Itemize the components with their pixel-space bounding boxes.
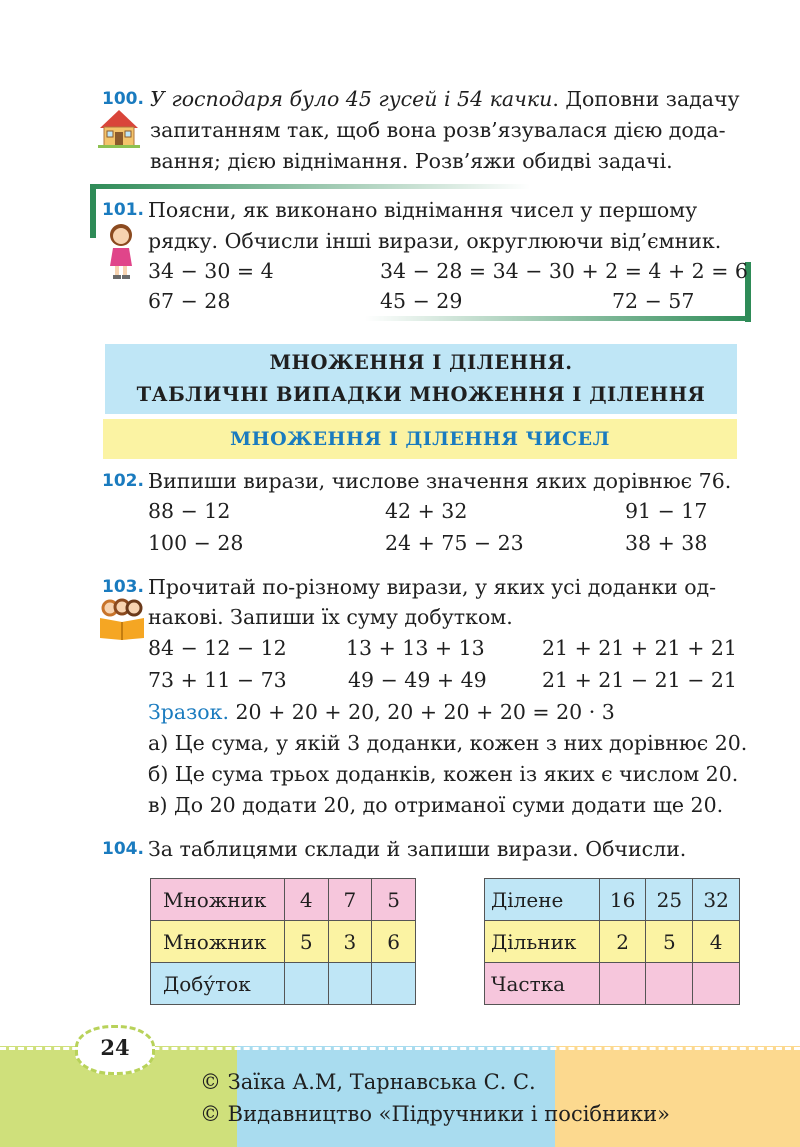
table-row — [151, 963, 416, 1005]
table-cell: 6 — [372, 921, 416, 963]
table-cell: 32 — [693, 879, 740, 921]
footer-yellow-band — [555, 1046, 800, 1147]
table-row — [151, 879, 416, 921]
exercise-number: 102. — [102, 471, 144, 491]
exercise-text: Випиши вирази, числове значення яких дорівнює 76. — [148, 469, 732, 493]
expression: 88 − 12 — [148, 499, 231, 523]
row-label: Множник — [151, 879, 285, 921]
exercise-text: У господаря було 45 гусей і 54 качки. Доповни задачу — [150, 87, 740, 111]
row-label: Множник — [151, 921, 285, 963]
exercise-text: Поясни, як виконано віднімання чисел у першому — [148, 198, 698, 222]
table-cell: 4 — [284, 879, 328, 921]
expression: 91 − 17 — [625, 499, 708, 523]
table-row — [485, 963, 740, 1005]
answer-option: в) До 20 додати 20, до отриманої суми додати ще 20. — [148, 793, 724, 817]
frame-top-bar — [90, 184, 530, 189]
table-cell: 25 — [646, 879, 693, 921]
table-cell: 5 — [646, 921, 693, 963]
table-cell-empty — [284, 963, 328, 1005]
expression: 21 + 21 − 21 − 21 — [542, 668, 737, 692]
expression: 21 + 21 + 21 + 21 — [542, 636, 737, 660]
multiplication-table — [150, 878, 416, 1005]
expression: 73 + 11 − 73 — [148, 668, 287, 692]
frame-bottom-bar — [365, 316, 751, 321]
expression: 45 − 29 — [380, 289, 463, 313]
table-row — [485, 879, 740, 921]
answer-option: а) Це сума, у якій 3 доданки, кожен з них дорівнює 20. — [148, 731, 748, 755]
sample-line — [148, 697, 615, 727]
expression: 34 − 28 = 34 − 30 + 2 = 4 + 2 = 6 — [380, 259, 748, 283]
section-title-line2: ТАБЛИЧНІ ВИПАДКИ МНОЖЕННЯ І ДІЛЕННЯ — [136, 383, 706, 406]
table-cell: 16 — [599, 879, 646, 921]
division-table — [484, 878, 740, 1005]
exercise-text: Прочитай по-різному вирази, у яких усі доданки од- — [148, 575, 717, 599]
section-subtitle: МНОЖЕННЯ І ДІЛЕННЯ ЧИСЕЛ — [103, 419, 737, 459]
table-cell: 5 — [372, 879, 416, 921]
frame-left-bar — [90, 184, 96, 238]
table-cell-empty — [328, 963, 372, 1005]
table-row — [151, 921, 416, 963]
expression: 38 + 38 — [625, 531, 708, 555]
exercise-number: 103. — [102, 577, 144, 597]
expression: 49 − 49 + 49 — [348, 668, 487, 692]
section-title — [105, 344, 737, 414]
copyright-publisher: © Видавництво «Підручники і посібники» — [200, 1102, 671, 1126]
girl-icon — [104, 222, 138, 280]
exercise-number: 100. — [102, 89, 144, 109]
sample-label: Зразок. — [148, 700, 229, 724]
exercise-number: 104. — [102, 839, 144, 859]
sample-text: 20 + 20 + 20, 20 + 20 + 20 = 20 · 3 — [235, 700, 615, 724]
table-cell-empty — [372, 963, 416, 1005]
exercise-text: рядку. Обчисли інші вирази, округлюючи від’ємник. — [148, 229, 722, 253]
expression: 24 + 75 − 23 — [385, 531, 524, 555]
expression: 72 − 57 — [612, 289, 695, 313]
table-cell: 3 — [328, 921, 372, 963]
answer-option: б) Це сума трьох доданків, кожен із яких є числом 20. — [148, 762, 739, 786]
table-cell-empty — [693, 963, 740, 1005]
expression: 13 + 13 + 13 — [346, 636, 485, 660]
expression: 34 − 30 = 4 — [148, 259, 274, 283]
row-label: Ділене — [485, 879, 600, 921]
page-number: 24 — [100, 1035, 130, 1060]
table-cell: 2 — [599, 921, 646, 963]
expression: 67 − 28 — [148, 289, 231, 313]
row-label: Дільник — [485, 921, 600, 963]
exercise-text: вання; дією віднімання. Розв’яжи обидві задачі. — [150, 149, 673, 173]
expression: 100 − 28 — [148, 531, 244, 555]
exercise-condition: У господаря було 45 гусей і 54 качки — [150, 87, 553, 111]
children-reading-icon — [98, 598, 146, 640]
house-icon — [98, 108, 140, 148]
table-cell-empty — [599, 963, 646, 1005]
copyright-authors: © Заїка А.М, Тарнавська С. С. — [200, 1070, 536, 1094]
table-cell: 5 — [284, 921, 328, 963]
section-title-line1: МНОЖЕННЯ І ДІЛЕННЯ. — [269, 351, 573, 374]
table-cell: 7 — [328, 879, 372, 921]
expression: 84 − 12 − 12 — [148, 636, 287, 660]
table-cell-empty — [646, 963, 693, 1005]
exercise-text: накові. Запиши їх суму добутком. — [148, 605, 513, 629]
expression: 42 + 32 — [385, 499, 468, 523]
exercise-text: запитанням так, щоб вона розв’язувалася дією додa- — [150, 118, 726, 142]
table-cell: 4 — [693, 921, 740, 963]
exercise-text: За таблицями склади й запиши вирази. Обчисли. — [148, 837, 687, 861]
row-label: Частка — [485, 963, 600, 1005]
table-row — [485, 921, 740, 963]
exercise-number: 101. — [102, 200, 144, 220]
row-label: Добу́ток — [151, 963, 285, 1005]
